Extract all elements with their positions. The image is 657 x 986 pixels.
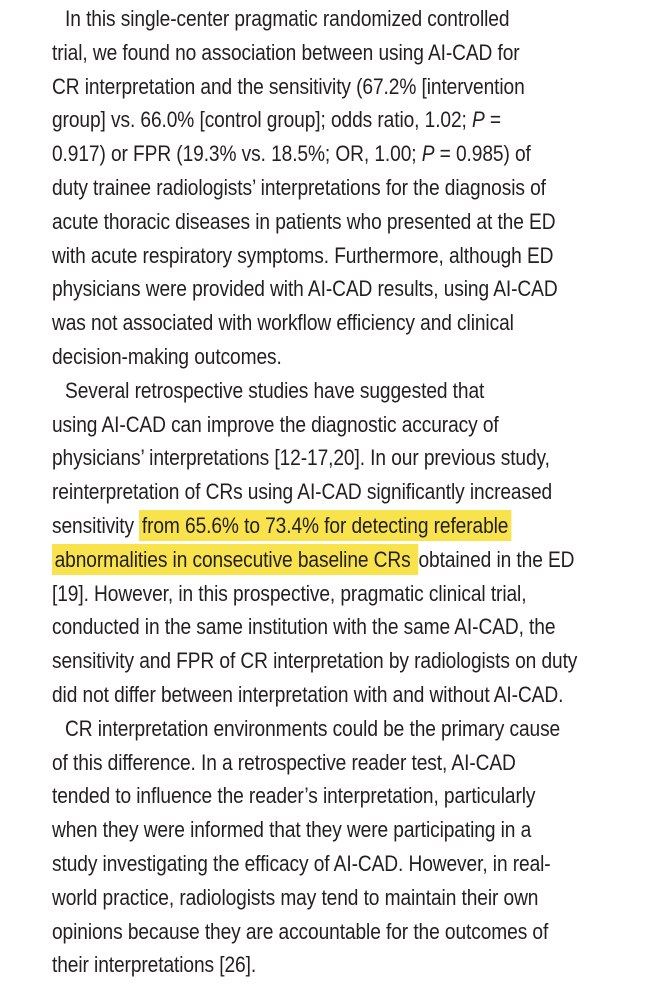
text-run: duty trainee radiologists’ interpretations for the diagnosis of	[52, 174, 546, 200]
text-line	[52, 103, 578, 137]
text-line	[52, 779, 578, 813]
text-run: sensitivity	[52, 512, 140, 538]
text-line	[52, 881, 578, 915]
text-run: =	[484, 107, 502, 133]
text-run: group] vs. 66.0% [control group]; odds ratio, 1.02;	[52, 107, 473, 133]
paragraph	[52, 374, 657, 712]
highlighted-text: from 65.6% to 73.4% for detecting referable	[139, 510, 511, 541]
text-line	[52, 577, 578, 611]
text-line	[52, 205, 578, 239]
text-line	[52, 171, 578, 205]
text-line	[52, 374, 578, 408]
paragraph	[52, 2, 657, 374]
text-run: physicians were provided with AI-CAD results, using AI-CAD	[52, 276, 558, 302]
text-run: with acute respiratory symptoms. Furthermore, although ED	[52, 242, 554, 268]
text-run: did not differ between interpretation with and without AI-CAD.	[52, 681, 564, 707]
text-line	[52, 948, 578, 982]
text-run: 0.917) or FPR (19.3% vs. 18.5%; OR, 1.00;	[52, 141, 422, 167]
text-line	[52, 137, 578, 171]
text-line	[52, 475, 578, 509]
text-run: = 0.985) of	[434, 141, 531, 167]
text-run: was not associated with workflow efficiency and clinical	[52, 310, 514, 336]
text-run: obtained in the ED	[418, 546, 575, 572]
text-run: when they were informed that they were participating in a	[52, 817, 532, 843]
text-line	[52, 644, 578, 678]
text-run: decision-making outcomes.	[52, 343, 282, 369]
text-line	[52, 610, 578, 644]
text-line	[52, 813, 578, 847]
text-line	[52, 306, 578, 340]
text-line	[52, 441, 578, 475]
text-run: physicians’ interpretations [12-17,20]. In our previous study,	[52, 445, 550, 471]
text-line	[52, 509, 578, 543]
text-run: tended to influence the reader’s interpretation, particularly	[52, 783, 536, 809]
text-run: world practice, radiologists may tend to maintain their own	[52, 884, 539, 910]
text-run: of this difference. In a retrospective reader test, AI-CAD	[52, 749, 516, 775]
text-line	[52, 915, 578, 949]
text-run: [19]. However, in this prospective, pragmatic clinical trial,	[52, 580, 527, 606]
text-line	[52, 2, 578, 36]
highlighted-text: abnormalities in consecutive baseline CRs	[52, 544, 418, 575]
text-line	[52, 543, 578, 577]
text-line	[52, 70, 578, 104]
text-run: study investigating the efficacy of AI-CAD. However, in real-	[52, 850, 551, 876]
text-run: acute thoracic diseases in patients who presented at the ED	[52, 208, 556, 234]
text-line	[52, 712, 578, 746]
text-run: opinions because they are accountable for the outcomes of	[52, 918, 549, 944]
article-body	[52, 2, 657, 982]
text-run: trial, we found no association between using AI-CAD for	[52, 39, 520, 65]
text-run: CR interpretation environments could be the primary cause	[65, 715, 561, 741]
text-run: In this single-center pragmatic randomized controlled	[65, 6, 510, 31]
text-line	[52, 340, 578, 374]
text-line	[52, 36, 578, 70]
text-run: reinterpretation of CRs using AI-CAD significantly increased	[52, 479, 553, 505]
italic-statistic-symbol: P	[472, 107, 485, 133]
italic-statistic-symbol: P	[421, 141, 435, 167]
text-run: their interpretations [26].	[52, 952, 257, 978]
text-run: Several retrospective studies have suggested that	[65, 377, 485, 403]
paragraph	[52, 712, 657, 982]
text-run: CR interpretation and the sensitivity (67.2% [intervention	[52, 73, 525, 99]
text-line	[52, 408, 578, 442]
text-line	[52, 847, 578, 881]
text-line	[52, 272, 578, 306]
text-run: conducted in the same institution with the same AI-CAD, the	[52, 614, 556, 640]
text-line	[52, 239, 578, 273]
text-run: sensitivity and FPR of CR interpretation by radiologists on duty	[52, 648, 578, 674]
text-line	[52, 746, 578, 780]
text-line	[52, 678, 578, 712]
text-run: using AI-CAD can improve the diagnostic accuracy of	[52, 411, 499, 437]
